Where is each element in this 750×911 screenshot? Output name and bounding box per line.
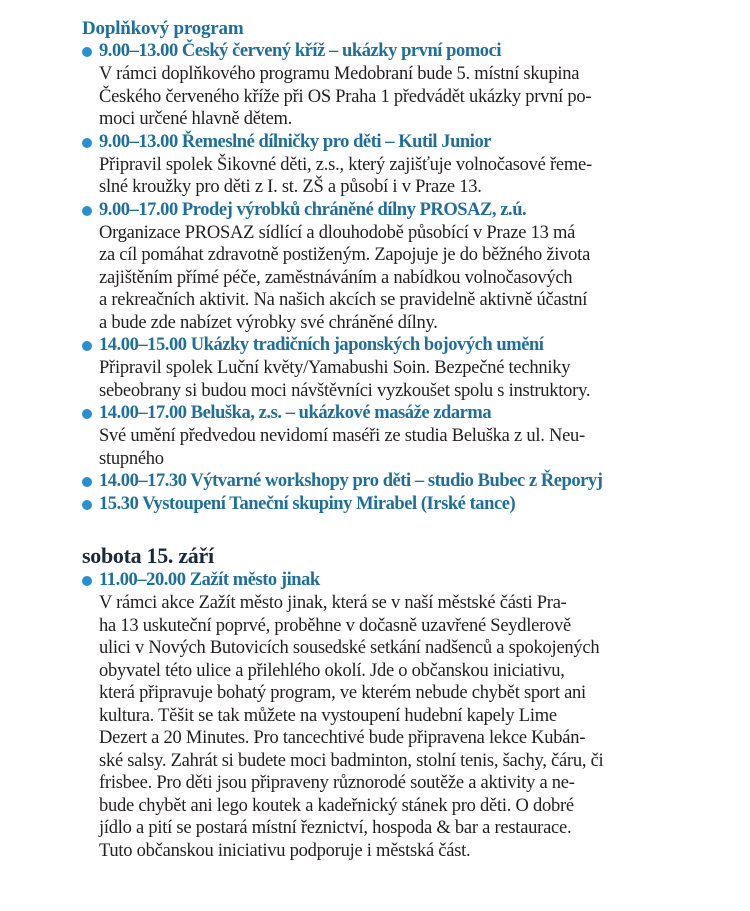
bullet-icon: [82, 409, 92, 419]
item-heading: 14.00–17.00 Beluška, z.s. – ukázkové masáže zdarma: [99, 403, 492, 423]
item-body: Své umění předvedou nevidomí maséři ze studia Beluška z ul. Neu- stupného: [99, 426, 585, 469]
bullet-icon: [82, 500, 92, 510]
bullet-icon: [82, 47, 92, 57]
item-heading: 15.30 Vystoupení Taneční skupiny Mirabel (Irské tance): [99, 494, 516, 514]
program-item: [82, 402, 682, 470]
program-item: [82, 493, 682, 516]
program-page: [82, 18, 682, 862]
item-heading: 9.00–17.00 Prodej výrobků chráněné dílny PROSAZ, z.ú.: [99, 199, 527, 220]
program-item: [82, 569, 682, 862]
item-body: Připravil spolek Luční květy/Yamabushi Soin. Bezpečné techniky sebeobrany si budou moci návštěvníci vyzkoušet spolu s instruktory.: [99, 358, 591, 401]
item-heading: 9.00–13.00 Český červený kříž – ukázky první pomoci: [99, 41, 502, 61]
bullet-icon: [82, 477, 92, 487]
item-heading: 14.00–17.30 Výtvarné workshopy pro děti – studio Bubec z Řeporyj: [99, 471, 603, 491]
bullet-icon: [82, 206, 92, 216]
item-heading: 9.00–13.00 Řemeslné dílničky pro děti – Kutil Junior: [99, 131, 492, 152]
program-item: [82, 334, 682, 402]
item-body: V rámci akce Zažít město jinak, která se v naší městské části Pra- ha 13 uskuteční poprvé, proběhne v dočasně uzavřené Seydlerově ulici v Nových Butovicích sousedské setkání nadšenců a spokojených obyvatel této ulice a přilehlého okolí. Jde o občanskou iniciativu, která připravuje bohatý program, ve kterém nebude chybět sport ani kultura. Těšit se tak můžete na vystoupení hudební kapely Lime Dezert a 20 Minutes. Pro tancechtivé bude připravena lekce Kubán- ské salsy. Zahrát si budete moci badminton, stolní tenis, šachy, čáru, či frisbee. Pro děti jsou připraveny různorodé soutěže a aktivity a ne- bude chybět ani lego koutek a kadeřnický stánek pro děti. O dobré jídlo a pití se postará místní řeznictví, hospoda & bar a restaurace. Tuto občanskou iniciativu podporuje i městská část.: [99, 593, 604, 861]
item-body: Organizace PROSAZ sídlící a dlouhodobě působící v Praze 13 má za cíl pomáhat zdravotně postiženým. Zapojuje je do běžného života zajištěním přímé péče, zaměstnáváním a nabídkou volnočasových a rekreačních aktivit. Na našich akcích se pravidelně aktivně účastní a bude zde nabízet výrobky své chráněné dílny.: [99, 222, 591, 333]
program-item: [82, 199, 682, 335]
item-heading: 11.00–20.00 Zažít město jinak: [99, 570, 320, 590]
program-item: [82, 131, 682, 199]
item-heading: 14.00–15.00 Ukázky tradičních japonských bojových umění: [99, 335, 544, 355]
bullet-icon: [82, 576, 92, 586]
item-body: Připravil spolek Šikovné děti, z.s., který zajišťuje volnočasové řeme- slné kroužky pro děti z I. st. ZŠ a působí i v Praze 13.: [99, 154, 592, 197]
section-title: Doplňkový program: [82, 18, 244, 39]
program-item: [82, 470, 682, 493]
bullet-icon: [82, 138, 92, 148]
day-title: sobota 15. září: [82, 543, 214, 568]
program-item: [82, 40, 682, 131]
item-body: V rámci doplňkového programu Medobraní bude 5. místní skupina Českého červeného kříže při OS Praha 1 předvádět ukázky první po- moci určené hlavně dětem.: [99, 64, 592, 129]
bullet-icon: [82, 341, 92, 351]
